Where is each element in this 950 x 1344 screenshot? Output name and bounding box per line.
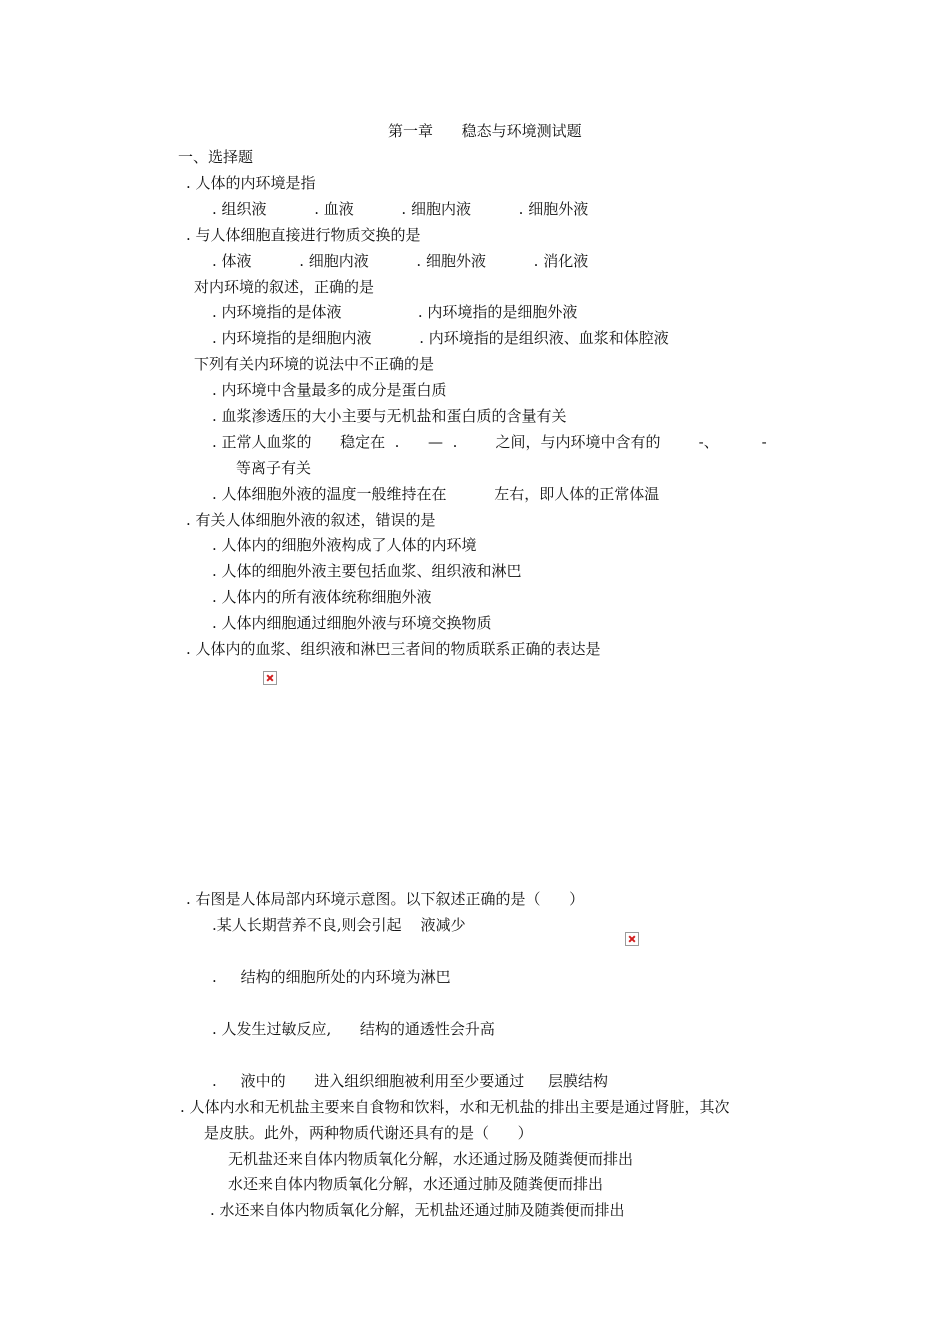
option-5b: . 人体的细胞外液主要包括血浆、组织液和淋巴 bbox=[212, 562, 522, 580]
option-8c: . 水还来自体内物质氧化分解，无机盐还通过肺及随粪便而排出 bbox=[210, 1201, 625, 1219]
option-7a: .某人长期营养不良,则会引起 液减少 bbox=[212, 916, 466, 934]
broken-image-icon bbox=[263, 671, 277, 685]
question-6: . 人体内的血浆、组织液和淋巴三者间的物质联系正确的表达是 bbox=[186, 640, 601, 658]
question-7: . 右图是人体局部内环境示意图。以下叙述正确的是（ ） bbox=[186, 890, 585, 908]
question-8: . 人体内水和无机盐主要来自食物和饮料，水和无机盐的排出主要是通过肾脏，其次 bbox=[180, 1098, 730, 1116]
option-8a: 无机盐还来自体内物质氧化分解，水还通过肠及随粪便而排出 bbox=[228, 1150, 634, 1168]
option-4c: . 正常人血浆的 稳定在 . — . 之间，与内环境中含有的 -、 - bbox=[212, 433, 767, 451]
page-title: 第一章 稳态与环境测试题 bbox=[388, 122, 582, 140]
option-7b: . 结构的细胞所处的内环境为淋巴 bbox=[212, 968, 451, 986]
option-4d: . 人体细胞外液的温度一般维持在在 左右，即人体的正常体温 bbox=[212, 485, 660, 503]
option-5d: . 人体内细胞通过细胞外液与环境交换物质 bbox=[212, 614, 492, 632]
question-4: 下列有关内环境的说法中不正确的是 bbox=[194, 355, 435, 373]
section-heading: 一、选择题 bbox=[178, 148, 254, 166]
option-7d: . 液中的 进入组织细胞被利用至少要通过 层膜结构 bbox=[212, 1072, 609, 1090]
options-2: . 体液 . 细胞内液 . 细胞外液 . 消化液 bbox=[212, 252, 589, 270]
question-5: . 有关人体细胞外液的叙述，错误的是 bbox=[186, 511, 436, 529]
question-2: . 与人体细胞直接进行物质交换的是 bbox=[186, 226, 421, 244]
option-4c-cont: 等离子有关 bbox=[236, 459, 312, 477]
option-4a: . 内环境中含量最多的成分是蛋白质 bbox=[212, 381, 447, 399]
option-4b: . 血浆渗透压的大小主要与无机盐和蛋白质的含量有关 bbox=[212, 407, 567, 425]
options-3a: . 内环境指的是体液 . 内环境指的是细胞外液 bbox=[212, 303, 578, 321]
option-7c: . 人发生过敏反应, 结构的通透性会升高 bbox=[212, 1020, 495, 1038]
options-1: . 组织液 . 血液 . 细胞内液 . 细胞外液 bbox=[212, 200, 589, 218]
question-1: . 人体的内环境是指 bbox=[186, 174, 316, 192]
option-8b: 水还来自体内物质氧化分解，水还通过肺及随粪便而排出 bbox=[228, 1175, 604, 1193]
option-5a: . 人体内的细胞外液构成了人体的内环境 bbox=[212, 536, 477, 554]
broken-image-icon bbox=[625, 932, 639, 946]
options-3b: . 内环境指的是细胞内液 . 内环境指的是组织液、血浆和体腔液 bbox=[212, 329, 669, 347]
option-5c: . 人体内的所有液体统称细胞外液 bbox=[212, 588, 432, 606]
question-3: 对内环境的叙述，正确的是 bbox=[194, 278, 375, 296]
question-8-cont: 是皮肤。此外，两种物质代谢还具有的是（ ） bbox=[204, 1124, 533, 1142]
